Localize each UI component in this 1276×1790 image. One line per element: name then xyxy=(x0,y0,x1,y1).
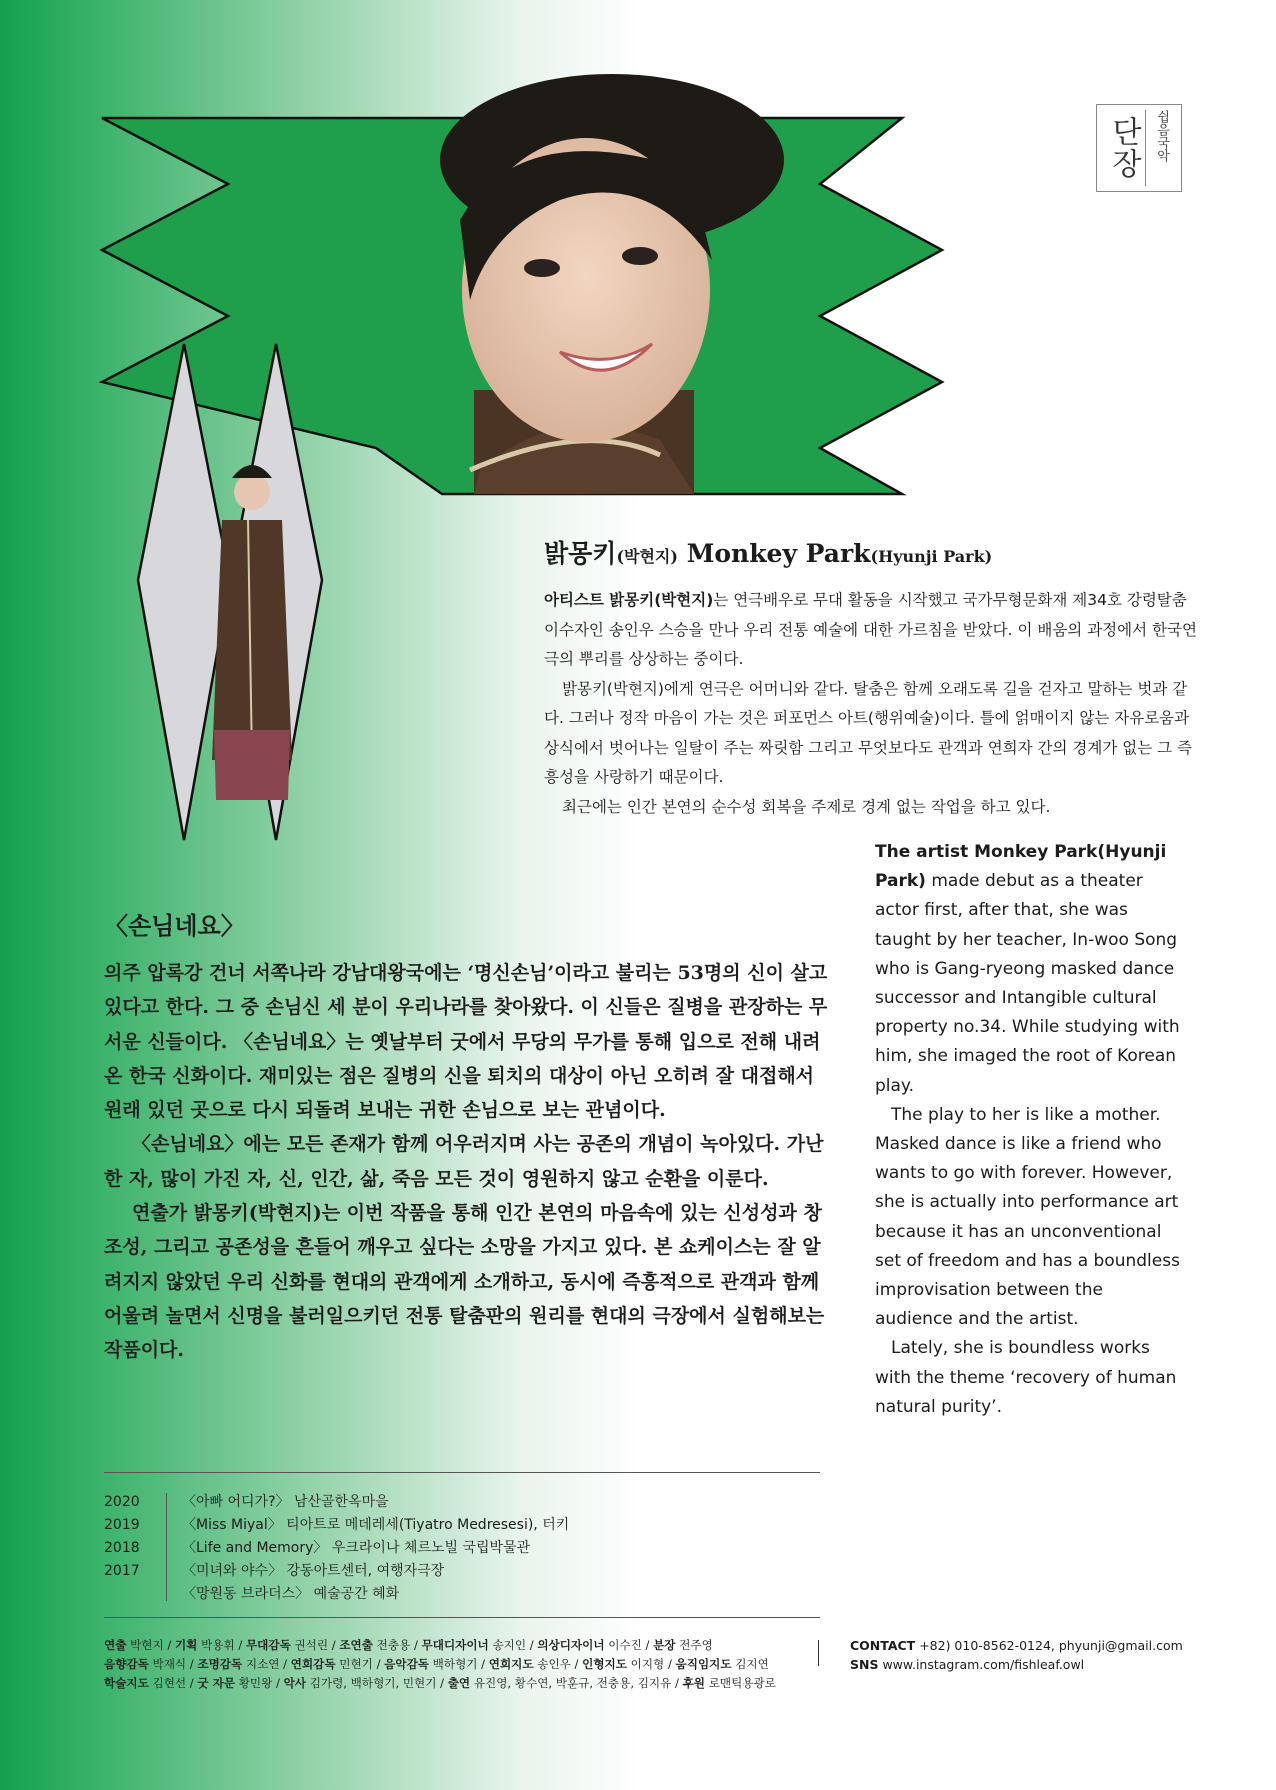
history-entry: 〈Miss Miyal〉 티아트로 메데레세(Tiyatro Medresesi), 터키 xyxy=(182,1517,570,1533)
history-year: 2020 xyxy=(104,1494,140,1510)
credit-role: 악사 xyxy=(283,1676,307,1690)
logo xyxy=(1096,104,1182,192)
history-year: 2017 xyxy=(104,1563,140,1579)
credit-role: 분장 xyxy=(653,1638,676,1652)
history-year: 2018 xyxy=(104,1540,140,1556)
credit-name: 이지형 xyxy=(630,1657,665,1671)
credit-role: 연희지도 xyxy=(488,1657,534,1671)
credit-name: 송지인 xyxy=(492,1638,527,1652)
credit-role: 기획 xyxy=(174,1638,198,1652)
credit-name: 김현선 xyxy=(152,1676,187,1690)
contact-label: CONTACT xyxy=(850,1638,916,1653)
artist-name-heading xyxy=(544,534,992,570)
work-paragraph-2: 〈손님네요〉에는 모든 존재가 함께 어우러지며 사는 공존의 개념이 녹아있다. 가난한 자, 많이 가진 자, 신, 인간, 삶, 죽음 모든 것이 영원하지 않고 순환을 이룬다. xyxy=(104,1133,824,1190)
credit-name: 김가령, 백하형기, 민현기 xyxy=(309,1676,437,1690)
history-entry: 〈망원동 브라더스〉 예술공간 혜화 xyxy=(182,1586,400,1602)
credit-name: 박현지 xyxy=(130,1638,164,1652)
bio-korean xyxy=(544,586,1204,822)
bio-kr-lead: 아티스트 밝몽키(박현지) xyxy=(544,591,714,609)
history-year: 2019 xyxy=(104,1517,140,1533)
credits-line-1: 연출 박현지 / 기획 박용휘 / 무대감독 권석린 / 조연출 전충용 / 무대디자이너 송지인 / 의상디자이너 이수진 / 분장 전주영 xyxy=(104,1638,713,1652)
artist-name-en: Monkey Park xyxy=(686,539,871,568)
credit-name: 로맨틱용광로 xyxy=(708,1676,776,1690)
credit-role: 조명감독 xyxy=(197,1657,243,1671)
bio-en-paragraph-2: The play to her is like a mother. Masked dance is like a friend who wants to go with forever. However, she is actually into performance art because it has an unconventional set of freedom and has a boundless improvisation between the audience and the artist. xyxy=(875,1104,1180,1330)
credit-role: 조연출 xyxy=(339,1638,373,1652)
history-entries xyxy=(182,1491,782,1606)
divider-top xyxy=(104,1472,820,1473)
credit-name: 민현기 xyxy=(339,1657,373,1671)
credits-line-3: 학술지도 김현선 / 굿 자문 황민왕 / 악사 김가령, 백하형기, 민현기 / 출연 유진영, 황수연, 박훈규, 전충용, 김지유 / 후원 로맨틱용광로 xyxy=(104,1676,776,1690)
bio-en-paragraph-1 xyxy=(875,838,1185,1101)
sns-link[interactable]: www.instagram.com/fishleaf.owl xyxy=(882,1657,1085,1672)
history-entry: 〈Life and Memory〉 우크라이나 체르노빌 국립박물관 xyxy=(182,1540,531,1556)
bio-kr-paragraph-2: 밝몽키(박현지)에게 연극은 어머니와 같다. 탈춤은 함께 오래도록 길을 걷자고 말하는 벗과 같다. 그러나 정작 마음이 가는 것은 퍼포먼스 아트(행위예술)이다. 틀에 얽매이지 않는 자유로움과 상식에서 벗어나는 일탈이 주는 짜릿함 그리고 무엇보다도 관객과 연희자 간의 경계가 없는 그 즉흥성을 사랑하기 때문이다. xyxy=(544,679,1193,786)
credit-name: 박재식 xyxy=(152,1657,187,1671)
credits-line-2: 음향감독 박재식 / 조명감독 지소연 / 연희감독 민현기 / 음악감독 백하형기 / 연희지도 송인우 / 인형지도 이지형 / 움직임지도 김지연 xyxy=(104,1657,769,1671)
history-entry: 〈아빠 어디가?〉 남산골한옥마을 xyxy=(182,1494,389,1510)
contact-value[interactable]: +82) 010-8562-0124, phyunji@gmail.com xyxy=(919,1638,1183,1653)
credit-name: 권석린 xyxy=(294,1638,329,1652)
work-paragraph-1: 의주 압록강 건너 서쪽나라 강남대왕국에는 ‘명신손님’이라고 불리는 53명의 신이 살고 있다고 한다. 그 중 손님신 세 분이 우리나라를 찾아왔다. 이 신들은 질병을 관장하는 무서운 신들이다. 〈손님네요〉는 옛날부터 굿에서 무당의 무가를 통해 입으로 전해 내려온 한국 신화이다. 재미있는 점은 질병의 신을 퇴치의 대상이 아닌 오히려 잘 대접해서 원래 있던 곳으로 다시 되돌려 보내는 귀한 손님으로 보는 관념이다. xyxy=(104,962,828,1122)
credit-role: 음악감독 xyxy=(384,1657,429,1671)
history-years xyxy=(104,1491,164,1583)
bio-en-paragraph-3: Lately, she is boundless works with the theme ‘recovery of human natural purity’. xyxy=(875,1338,1177,1417)
bio-kr-text-1: 는 연극배우로 무대 활동을 시작했고 국가무형문화재 제34호 강령탈춤 이수자인 송인우 스승을 만나 우리 전통 예술에 대한 가르침을 받았다. 이 배움의 과정에서 한국연극의 뿌리를 상상하는 중이다. xyxy=(544,591,1197,668)
credit-role: 연출 xyxy=(104,1638,127,1652)
contact-info xyxy=(850,1636,1183,1674)
credit-name: 황민왕 xyxy=(238,1676,273,1690)
credit-name: 전충용 xyxy=(376,1638,411,1652)
work-paragraph-3: 연출가 밝몽키(박현지)는 이번 작품을 통해 인간 본연의 마음속에 있는 신성성과 창조성, 그리고 공존성을 흔들어 깨우고 싶다는 소망을 가지고 있다. 본 쇼케이스는 잘 알려지지 않았던 우리 신화를 현대의 관객에게 소개하고, 동시에 즉흥적으로 관객과 함께 어울려 놀면서 신명을 불러일으키던 전통 탈춤판의 원리를 현대의 극장에서 실험해보는 작품이다. xyxy=(104,1202,825,1362)
bio-en-lead: The artist Monkey Park(Hyunji Park) xyxy=(875,842,1167,892)
credit-role: 연희감독 xyxy=(290,1657,336,1671)
artist-name-kr-real: (박현지) xyxy=(616,547,678,566)
credit-role: 굿 자문 xyxy=(197,1676,236,1690)
credit-name: 송인우 xyxy=(537,1657,571,1671)
credit-name: 박용휘 xyxy=(201,1638,235,1652)
credit-role: 음향감독 xyxy=(104,1657,149,1671)
credit-name: 유진영, 황수연, 박훈규, 전충용, 김지유 xyxy=(473,1676,672,1690)
logo-main: 단장 xyxy=(1106,116,1141,180)
credit-name: 이수진 xyxy=(608,1638,642,1652)
contact-line xyxy=(850,1636,1183,1655)
artist-name-en-real: (Hyunji Park) xyxy=(870,547,993,566)
credit-name: 전주영 xyxy=(679,1638,713,1652)
credit-name: 백하형기 xyxy=(432,1657,478,1671)
credit-role: 출연 xyxy=(447,1676,471,1690)
sns-label: SNS xyxy=(850,1657,879,1672)
bio-kr-paragraph-3: 최근에는 인간 본연의 순수성 회복을 주제로 경계 없는 작업을 하고 있다. xyxy=(562,797,1051,816)
credits xyxy=(104,1636,804,1693)
credit-role: 인형지도 xyxy=(582,1657,627,1671)
contact-separator xyxy=(818,1640,819,1666)
bio-en-text-1: made debut as a theater actor first, after that, she was taught by her teacher, In-woo Song who is Gang-ryeong masked dance successor and Intangible cultural property no.34. While studying with him, she imaged the root of Korean play. xyxy=(875,871,1180,1096)
history-divider xyxy=(166,1493,167,1601)
sns-line xyxy=(850,1655,1183,1674)
credit-role: 후원 xyxy=(682,1676,705,1690)
logo-sub: 쉽음국악 xyxy=(1145,110,1171,186)
work-description xyxy=(104,956,834,1368)
credit-name: 지소연 xyxy=(245,1657,280,1671)
artist-name-kr: 밝몽키 xyxy=(544,539,617,568)
credit-role: 의상디자이너 xyxy=(537,1638,605,1652)
credit-role: 무대디자이너 xyxy=(421,1638,489,1652)
divider-bottom xyxy=(104,1617,820,1618)
work-title: 〈손님네요〉 xyxy=(104,911,245,940)
credit-name: 김지연 xyxy=(735,1657,769,1671)
history-entry: 〈미녀와 야수〉 강동아트센터, 여행자극장 xyxy=(182,1563,445,1579)
credit-role: 학술지도 xyxy=(104,1676,149,1690)
credit-role: 움직임지도 xyxy=(675,1657,732,1671)
bio-kr-paragraph-1 xyxy=(544,586,1204,675)
credit-role: 무대감독 xyxy=(245,1638,291,1652)
bio-english xyxy=(875,838,1185,1422)
